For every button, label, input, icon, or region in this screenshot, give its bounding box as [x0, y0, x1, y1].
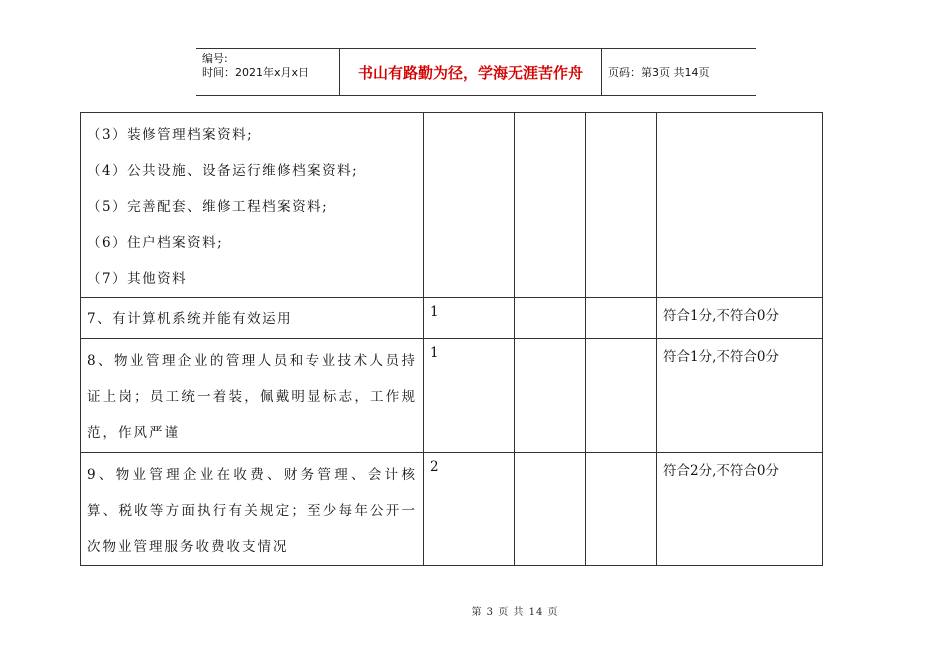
- header-meta: [196, 49, 339, 95]
- empty-cell: [586, 453, 657, 566]
- empty-cell: [515, 113, 586, 298]
- header-page-info: 页码：第3页 共14页: [608, 66, 710, 79]
- header-motto-cell: [339, 49, 602, 95]
- footer-page-number: 第 3 页 共 14 页: [471, 607, 559, 618]
- document-date: 时间：2021年x月x日: [202, 66, 310, 79]
- table-row: [81, 453, 823, 566]
- points-cell: [424, 113, 515, 298]
- scoring-rule-cell: 符合1分,不符合0分: [657, 298, 823, 339]
- document-number-label: 编号:: [202, 52, 228, 65]
- empty-cell: [515, 339, 586, 453]
- list-item: （7）其他资料: [87, 271, 188, 287]
- points-cell: 1: [424, 339, 515, 453]
- criteria-text: 9、物业管理企业在收费、财务管理、会计核算、税收等方面执行有关规定；至少每年公开一次物业管理服务收费收支情况: [87, 467, 417, 555]
- criteria-cell: [81, 339, 424, 453]
- points-cell: 2: [424, 453, 515, 566]
- empty-cell: [586, 298, 657, 339]
- table-row: [81, 339, 823, 453]
- criteria-cell: [81, 453, 424, 566]
- list-item: （6）住户档案资料;: [87, 235, 224, 251]
- page-header: [196, 48, 756, 96]
- empty-cell: [586, 339, 657, 453]
- criteria-text: 8、物业管理企业的管理人员和专业技术人员持证上岗；员工统一着装，佩戴明显标志，工作规范，作风严谨: [87, 353, 417, 441]
- scoring-rule-cell: 符合2分,不符合0分: [657, 453, 823, 566]
- list-item: （5）完善配套、维修工程档案资料;: [87, 199, 329, 215]
- empty-cell: [515, 298, 586, 339]
- assessment-table: [80, 112, 823, 566]
- scoring-rule-cell: [657, 113, 823, 298]
- empty-cell: [515, 453, 586, 566]
- table-row: [81, 298, 823, 339]
- page-footer: [0, 603, 950, 618]
- criteria-cell: [81, 113, 424, 298]
- criteria-text: 7、有计算机系统并能有效运用: [87, 311, 293, 327]
- table-row: [81, 113, 823, 298]
- header-page-cell: [602, 49, 756, 95]
- scoring-rule-cell: 符合1分,不符合0分: [657, 339, 823, 453]
- header-motto: 书山有路勤为径，学海无涯苦作舟: [357, 64, 583, 82]
- points-cell: 1: [424, 298, 515, 339]
- empty-cell: [586, 113, 657, 298]
- list-item: （4）公共设施、设备运行维修档案资料;: [87, 163, 359, 179]
- list-item: （3）装修管理档案资料;: [87, 127, 254, 143]
- criteria-cell: [81, 298, 424, 339]
